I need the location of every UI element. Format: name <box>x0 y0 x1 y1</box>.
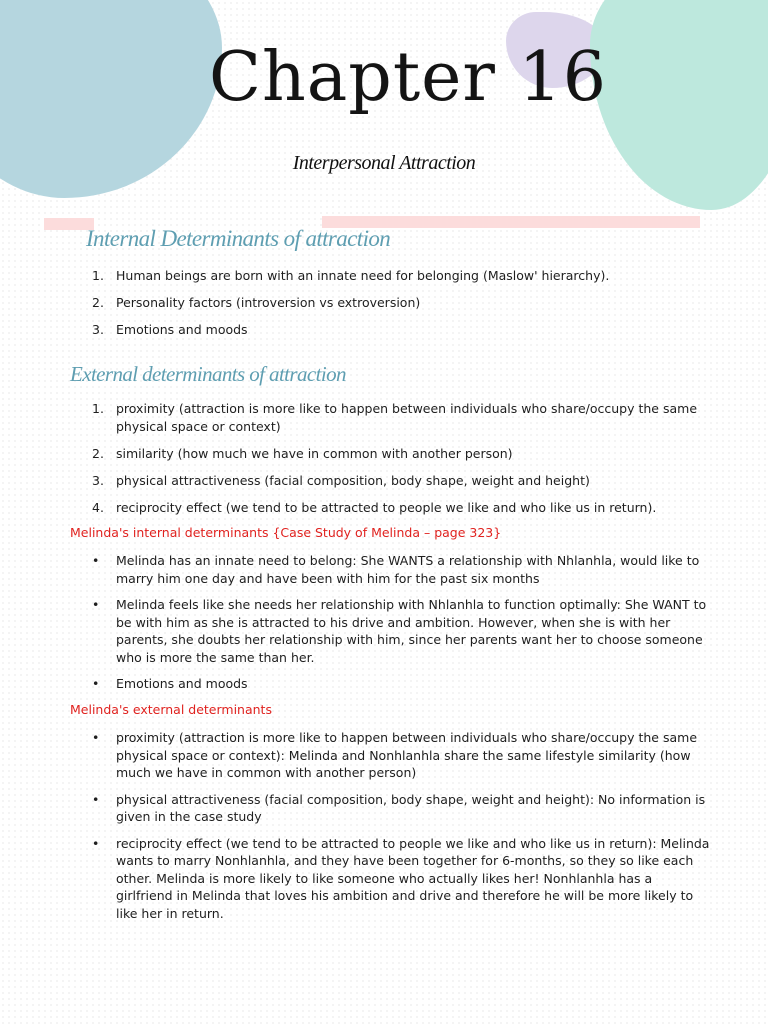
list-item <box>92 294 712 312</box>
bullet-item <box>92 729 712 782</box>
bullet-text: proximity (attraction is more like to happen between individuals who share/occupy the same physical space or context): Melinda and Nonhlanhla share the same lifestyle similarity (how much we have in common with another person) <box>116 730 698 780</box>
case-study-internal-label: Melinda's internal determinants {Case Study of Melinda – page 323} <box>70 525 502 540</box>
list-item-text: similarity (how much we have in common with another person) <box>116 445 513 461</box>
list-item <box>92 445 712 463</box>
bullet-icon: • <box>92 553 100 568</box>
list-number: 3. <box>92 322 104 337</box>
list-item <box>92 400 712 435</box>
list-item-text: Emotions and moods <box>116 322 248 337</box>
chapter-subtitle: Interpersonal Attraction <box>292 152 476 174</box>
case-internal-bullets <box>92 552 712 702</box>
list-item-text: Personality factors (introversion vs extroversion) <box>116 295 421 310</box>
list-item <box>92 499 712 517</box>
bullet-icon: • <box>92 730 100 745</box>
bullet-icon: • <box>92 791 100 807</box>
bullet-item <box>92 596 712 666</box>
bullet-icon: • <box>92 835 100 851</box>
external-determinants-heading: External determinants of attraction <box>70 362 346 386</box>
list-number: 2. <box>92 295 104 310</box>
list-number: 1. <box>92 401 104 416</box>
bullet-item <box>92 791 712 826</box>
list-item <box>92 472 712 490</box>
case-external-bullets <box>92 729 712 931</box>
chapter-title: Chapter 16 <box>208 38 608 117</box>
bullet-icon: • <box>92 597 100 612</box>
list-item-text: physical attractiveness (facial composition, body shape, weight and height) <box>116 472 590 488</box>
list-number: 1. <box>92 268 104 283</box>
list-number: 2. <box>92 445 104 461</box>
list-number: 4. <box>92 499 104 515</box>
bullet-item <box>92 552 712 587</box>
bullet-text: reciprocity effect (we tend to be attracted to people we like and who like us in return): Melinda wants to marry Nonhlanhla, and they have been together for 6-months, so they so like each other. Melinda is more likely to like someone who actually likes her! Nonhlanhla has a girlfriend in Melinda that loves his ambition and drive and therefore he will be more likely to like her in return. <box>116 835 710 921</box>
internal-determinants-heading: Internal Determinants of attraction <box>86 226 391 251</box>
external-determinants-list <box>92 400 712 526</box>
bullet-item <box>92 675 712 693</box>
bullet-text: physical attractiveness (facial composition, body shape, weight and height): No information is given in the case study <box>116 791 706 824</box>
internal-determinants-list <box>92 267 712 348</box>
list-item-text: proximity (attraction is more like to happen between individuals who share/occupy the same physical space or context) <box>116 401 698 434</box>
bullet-text: Melinda feels like she needs her relationship with Nhlanhla to function optimally: She WANT to be with him as she is attracted to his drive and ambition. However, when she is with her parents, she doubts her relationship with him, since her parents want her to choose someone who is more the same than her. <box>116 597 707 665</box>
bullet-icon: • <box>92 676 100 691</box>
bullet-item <box>92 835 712 923</box>
list-item-text: Human beings are born with an innate need for belonging (Maslow' hierarchy). <box>116 268 610 283</box>
list-item <box>92 321 712 339</box>
list-item <box>92 267 712 285</box>
list-item-text: reciprocity effect (we tend to be attracted to people we like and who like us in return). <box>116 499 657 515</box>
bullet-text: Emotions and moods <box>116 676 248 691</box>
case-study-external-label: Melinda's external determinants <box>70 702 272 717</box>
bullet-text: Melinda has an innate need to belong: She WANTS a relationship with Nhlanhla, would like to marry him one day and have been with him for the past six months <box>116 553 700 586</box>
list-number: 3. <box>92 472 104 488</box>
